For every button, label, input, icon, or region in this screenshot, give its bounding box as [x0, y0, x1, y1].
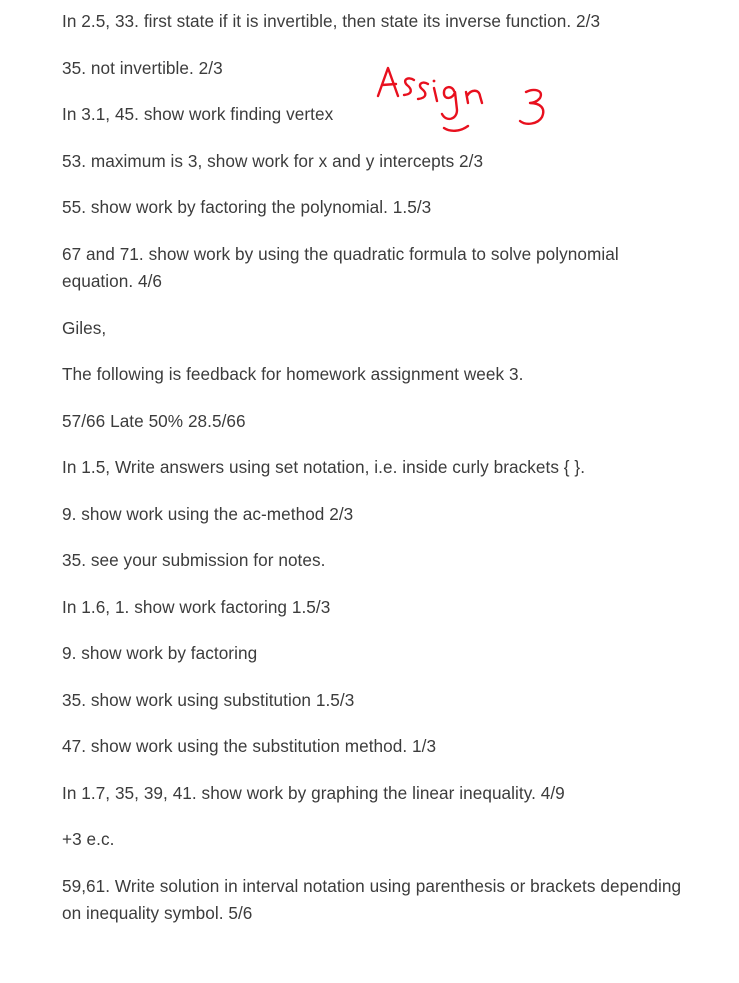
feedback-line-1-6-1: In 1.6, 1. show work factoring 1.5/3 [62, 596, 331, 617]
feedback-line-3-1-55: 55. show work by factoring the polynomial. 1.5/3 [62, 197, 432, 217]
extra-credit: +3 e.c. [62, 829, 115, 849]
feedback-line-1-5-9: 9. show work using the ac-method 2/3 [62, 503, 354, 524]
feedback-line-2-5-33: In 2.5, 33. first state if it is invertible, then state its inverse function. 2/3 [62, 11, 601, 31]
feedback-line-1-7-59-61: 59,61. Write solution in interval notation using parenthesis or brackets depending on inequality symbol. 5/6 [62, 875, 682, 923]
score-summary: 57/66 Late 50% 28.5/66 [62, 410, 246, 431]
feedback-intro: The following is feedback for homework assignment week 3. [62, 364, 524, 384]
feedback-line-3-1-45: In 3.1, 45. show work finding vertex [62, 104, 334, 124]
greeting: Giles, [62, 317, 107, 338]
feedback-line-1-6-9: 9. show work by factoring [62, 643, 258, 663]
feedback-line-1-7-35-39-41: In 1.7, 35, 39, 41. show work by graphing the linear inequality. 4/9 [62, 782, 565, 803]
feedback-line-1-5-35: 35. see your submission for notes. [62, 550, 326, 570]
feedback-line-2-5-35: 35. not invertible. 2/3 [62, 57, 223, 78]
feedback-line-1-6-35: 35. show work using substitution 1.5/3 [62, 689, 355, 710]
feedback-line-1-5-intro: In 1.5, Write answers using set notation, i.e. inside curly brackets { }. [62, 457, 586, 477]
feedback-line-3-1-67-71: 67 and 71. show work by using the quadratic formula to solve polynomial equation. 4/6 [62, 243, 619, 291]
handwritten-assign-3-annotation [370, 58, 570, 140]
feedback-line-3-1-53: 53. maximum is 3, show work for x and y intercepts 2/3 [62, 150, 484, 171]
feedback-comment-body [62, 8, 682, 947]
feedback-line-1-6-47: 47. show work using the substitution method. 1/3 [62, 736, 437, 756]
